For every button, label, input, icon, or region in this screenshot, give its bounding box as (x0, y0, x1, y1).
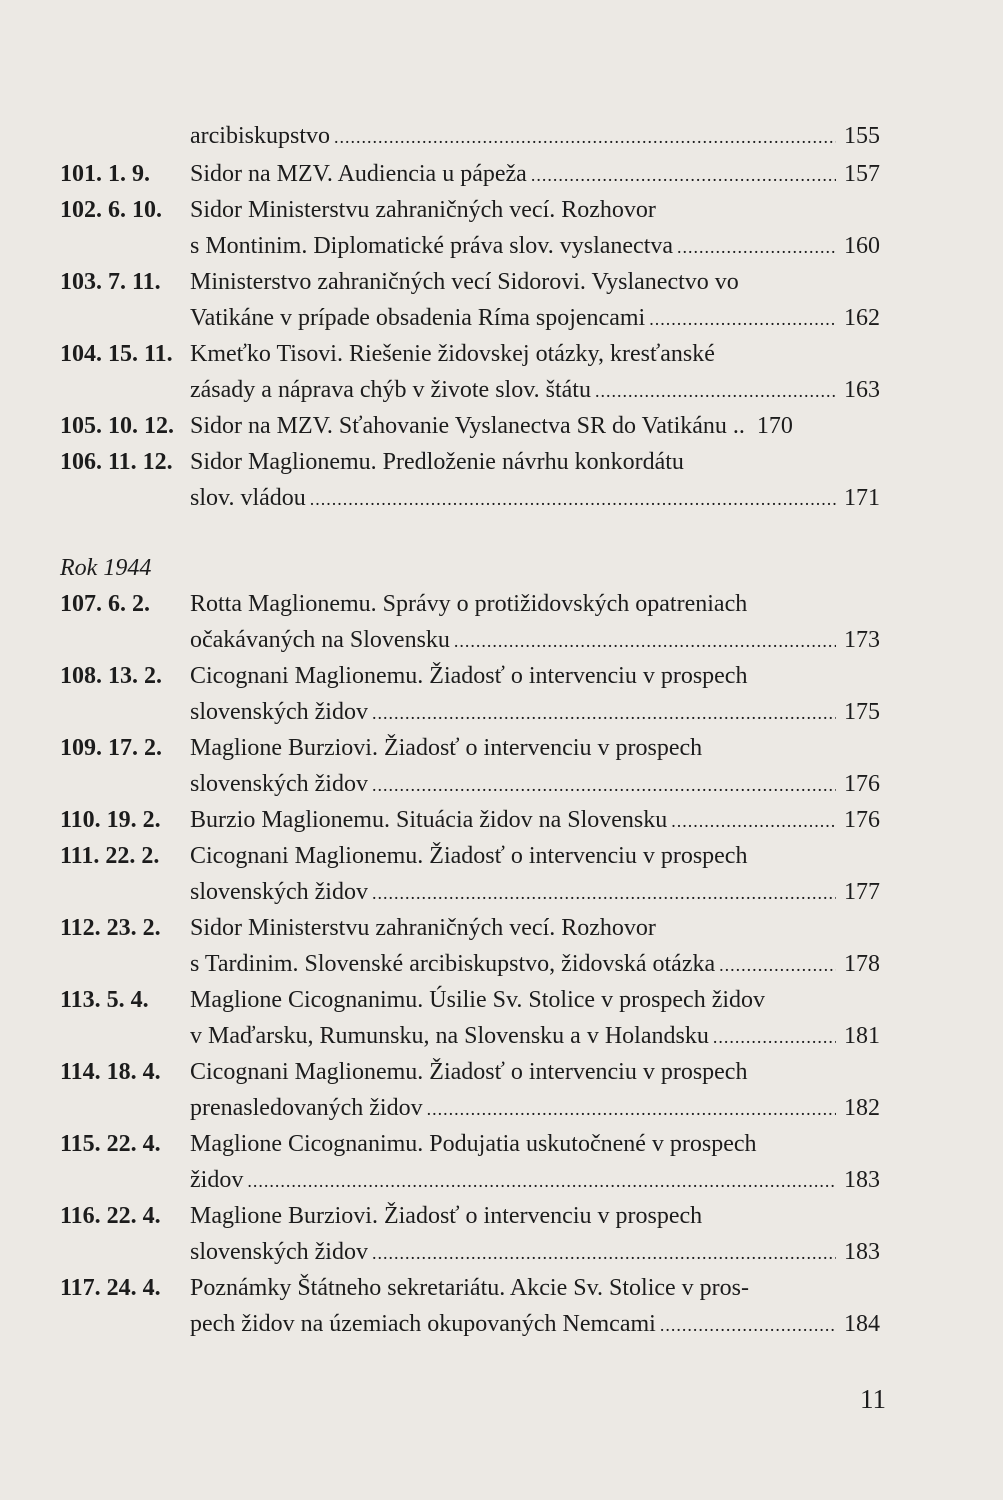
toc-line-text: Cicognani Maglionemu. Žiadosť o intervenciu v prospech (190, 1059, 748, 1085)
toc-line (190, 120, 880, 153)
toc-line (190, 696, 880, 729)
toc-entry-number: 102. 6. 10. (60, 197, 162, 223)
toc-entry-number: 104. 15. 11. (60, 341, 173, 367)
toc-entry-number: 105. 10. 12. (60, 413, 174, 439)
toc-line-text: s Montinim. Diplomatické práva slov. vyslanectva (190, 233, 674, 259)
toc-line (190, 948, 880, 981)
toc-line-text: židov (190, 1167, 244, 1193)
toc-line-text: Sidor Ministerstvu zahraničných vecí. Rozhovor (190, 915, 656, 941)
section-heading: Rok 1944 (60, 555, 152, 581)
dot-leader (719, 949, 836, 981)
dot-leader (531, 159, 836, 191)
dot-leader (677, 231, 836, 263)
toc-line-text: Rotta Maglionemu. Správy o protižidovských opatreniach (190, 591, 748, 617)
toc-line (190, 1308, 880, 1341)
dot-leader (660, 1309, 836, 1341)
toc-page-number: 162 (844, 305, 880, 331)
toc-line-text: Maglione Cicognanimu. Úsilie Sv. Stolice v prospech židov (190, 987, 766, 1013)
toc-line-text: Cicognani Maglionemu. Žiadosť o intervenciu v prospech (190, 843, 748, 869)
toc-entry-number: 108. 13. 2. (60, 663, 162, 689)
toc-line-text: Kmeťko Tisovi. Riešenie židovskej otázky, kresťanské (190, 341, 715, 367)
toc-line-text: Sidor na MZV. Audiencia u pápeža (190, 161, 527, 187)
toc-entry-number: 117. 24. 4. (60, 1275, 161, 1301)
toc-line (190, 804, 880, 837)
toc-line-text: s Tardinim. Slovenské arcibiskupstvo, židovská otázka (190, 951, 716, 977)
dot-leader (334, 121, 836, 153)
toc-entry-number: 114. 18. 4. (60, 1059, 161, 1085)
toc-line (190, 624, 880, 657)
toc-line (190, 230, 880, 263)
toc-line-text: Sidor na MZV. Sťahovanie Vyslanectva SR do Vatikánu .. (190, 413, 745, 439)
toc-line-text: arcibiskupstvo (190, 123, 330, 149)
dot-leader (713, 1021, 836, 1053)
toc-entry-number: 110. 19. 2. (60, 807, 161, 833)
toc-entry-number: 109. 17. 2. (60, 735, 162, 761)
toc-page-number: 178 (844, 951, 880, 977)
toc-page-number: 175 (844, 699, 880, 725)
toc-entry-number: 113. 5. 4. (60, 987, 149, 1013)
toc-line (190, 876, 880, 909)
toc-entry-number: 111. 22. 2. (60, 843, 160, 869)
dot-leader (454, 625, 836, 657)
toc-line-text: Poznámky Štátneho sekretariátu. Akcie Sv. Stolice v pros- (190, 1275, 749, 1301)
dot-leader (427, 1093, 836, 1125)
dot-leader (372, 769, 836, 801)
toc-line-text: Ministerstvo zahraničných vecí Sidorovi. Vyslanectvo vo (190, 269, 739, 295)
toc-line (190, 374, 880, 407)
toc-line-text: Maglione Burziovi. Žiadosť o intervenciu v prospech (190, 735, 703, 761)
toc-entry-number: 106. 11. 12. (60, 449, 173, 475)
toc-line-text: slovenských židov (190, 879, 368, 905)
dot-leader (595, 375, 836, 407)
toc-line (190, 302, 880, 335)
toc-page-number: 183 (844, 1239, 880, 1265)
page-number: 11 (860, 1384, 886, 1414)
toc-line (190, 768, 880, 801)
toc-line-text: očakávaných na Slovensku (190, 627, 450, 653)
dot-leader (247, 1165, 836, 1197)
toc-page-number: 176 (844, 807, 880, 833)
toc-entry-number: 101. 1. 9. (60, 161, 150, 187)
dot-leader (372, 877, 836, 909)
toc-page-number: 155 (844, 123, 880, 149)
toc-line-text: slovenských židov (190, 1239, 368, 1265)
toc-line-text: slov. vládou (190, 485, 306, 511)
toc-entry-number: 103. 7. 11. (60, 269, 161, 295)
toc-page-number: 182 (844, 1095, 880, 1121)
toc-line-text: prenasledovaných židov (190, 1095, 423, 1121)
toc-page-number: 173 (844, 627, 880, 653)
toc-page-number: 163 (844, 377, 880, 403)
toc-page-number: 177 (844, 879, 880, 905)
toc-entry-number: 115. 22. 4. (60, 1131, 161, 1157)
toc-page-number: 171 (844, 485, 880, 511)
dot-leader (372, 697, 836, 729)
toc-line (190, 1236, 880, 1269)
toc-page-number: 184 (844, 1311, 880, 1337)
toc-page-number: 183 (844, 1167, 880, 1193)
toc-line-text: zásady a náprava chýb v živote slov. štátu (190, 377, 591, 403)
toc-line (190, 1164, 880, 1197)
toc-page-number: 176 (844, 771, 880, 797)
toc-line-text: Maglione Burziovi. Žiadosť o intervenciu v prospech (190, 1203, 703, 1229)
toc-line (190, 1020, 880, 1053)
toc-page-number: 181 (844, 1023, 880, 1049)
toc-entry-number: 112. 23. 2. (60, 915, 161, 941)
toc-page-number: 160 (844, 233, 880, 259)
toc-line-text: slovenských židov (190, 699, 368, 725)
toc-line-text: Maglione Cicognanimu. Podujatia uskutočnené v prospech (190, 1131, 757, 1157)
dot-leader (310, 483, 836, 515)
toc-line-text: v Maďarsku, Rumunsku, na Slovensku a v Holandsku (190, 1023, 709, 1049)
toc-line-text: Sidor Ministerstvu zahraničných vecí. Rozhovor (190, 197, 656, 223)
toc-line-text: Sidor Maglionemu. Predloženie návrhu konkordátu (190, 449, 684, 475)
toc-page-number: 170 (756, 413, 793, 439)
toc-line (190, 482, 880, 515)
dot-leader (671, 805, 836, 837)
toc-line (190, 1092, 880, 1125)
toc-entry-number: 107. 6. 2. (60, 591, 150, 617)
toc-line-text: Vatikáne v prípade obsadenia Ríma spojencami (190, 305, 646, 331)
toc-line-text: Burzio Maglionemu. Situácia židov na Slovensku (190, 807, 668, 833)
toc-line (190, 158, 880, 191)
toc-entry-number: 116. 22. 4. (60, 1203, 161, 1229)
toc-page-number: 157 (844, 161, 880, 187)
toc-line-text: pech židov na územiach okupovaných Nemcami (190, 1311, 656, 1337)
toc-line-text: slovenských židov (190, 771, 368, 797)
toc-line-text: Cicognani Maglionemu. Žiadosť o intervenciu v prospech (190, 663, 748, 689)
dot-leader (649, 303, 836, 335)
toc-line (190, 410, 880, 442)
dot-leader (372, 1237, 836, 1269)
